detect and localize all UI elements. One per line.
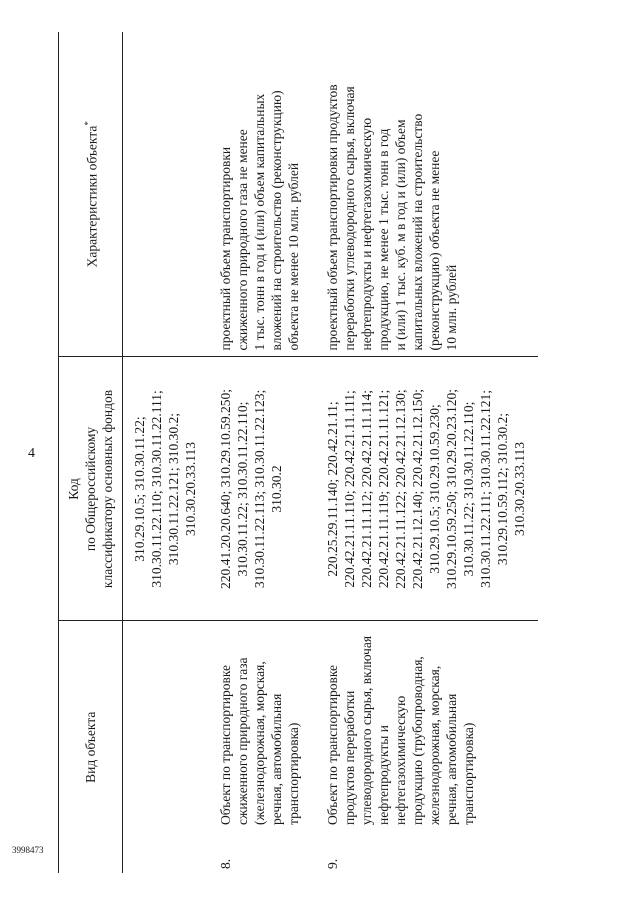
- objects-table: [58, 32, 538, 873]
- row-kind: [123, 621, 210, 831]
- row-code: 310.29.10.5; 310.30.11.22; 310.30.11.22.110; 310.30.11.22.111; 310.30.11.22.121; 310.30.2; 310.30.20.33.113: [123, 357, 210, 621]
- row-characteristics: [123, 32, 210, 357]
- header-characteristics: [59, 32, 123, 357]
- row-number: 8.: [218, 858, 233, 869]
- header-kind: Вид объекта: [59, 621, 123, 873]
- rotated-table-frame: [58, 32, 630, 873]
- rotated-table-content: [58, 32, 630, 873]
- row-code: 220.41.20.20.640; 310.29.10.59.250; 310.30.11.22; 310.30.11.22.110; 310.30.11.22.113; 310.30.11.22.123; 310.30.2: [209, 357, 316, 621]
- page-number: 4: [28, 446, 35, 461]
- table-header-row: [59, 32, 123, 873]
- row-number: [123, 831, 210, 873]
- document-id: 3998473: [12, 845, 44, 855]
- table-row: [123, 32, 210, 873]
- row-characteristics: проектный объем транспортировки продуктов переработки углеводородного сырья, включая нефтепродукты и нефтегазохимическую продукцию, не менее 1 тыс. тонн в год и (или) 1 тыс. куб. м в год и (или) объем капитальных вложений на строительство (реконструкцию) объекта не менее 10 млн. рублей: [325, 84, 459, 351]
- header-code: Код по Общероссийскому классификатору основных фондов: [59, 357, 123, 621]
- row-code: 220.25.29.11.140; 220.42.21.11; 220.42.21.11.110; 220.42.21.11.111; 220.42.21.11.112; 220.42.21.11.114; 220.42.21.11.119; 220.42.21.11.121; 220.42.21.11.122; 220.42.21.12.130; 220.42.21.12.140; 220.42.21.12.150; 310.29.10.5; 310.29.10.59.230; 310.29.10.59.250; 310.29.20.23.120; 310.30.11.22; 310.30.11.22.110; 310.30.11.22.111; 310.30.11.22.121; 310.29.10.59.112; 310.30.2; 310.30.20.33.113: [316, 357, 538, 621]
- row-number: 9.: [325, 858, 340, 869]
- header-characteristics-text: Характеристики объекта: [84, 125, 100, 268]
- row-kind: Объект по транспортировке сжиженного природного газа (железнодорожная, морская, речная, автомобильная транспортировка): [218, 657, 301, 825]
- table-row: [316, 32, 538, 873]
- row-characteristics: проектный объем транспортировки сжиженного природного газа не менее 1 тыс. тонн в год и (или) объем капитальных вложений на строительство (реконструкцию) объекта не менее 10 млн. рублей: [218, 90, 301, 351]
- row-kind: Объект по транспортировке продуктов переработки углеводородного сырья, включая нефтепродукты и нефтегазохимическую продукцию (трубопроводная, железнодорожная, морская, речная, автомобильная транспортировка): [325, 635, 476, 825]
- table-row: [209, 32, 316, 873]
- footnote-mark: *: [83, 121, 94, 126]
